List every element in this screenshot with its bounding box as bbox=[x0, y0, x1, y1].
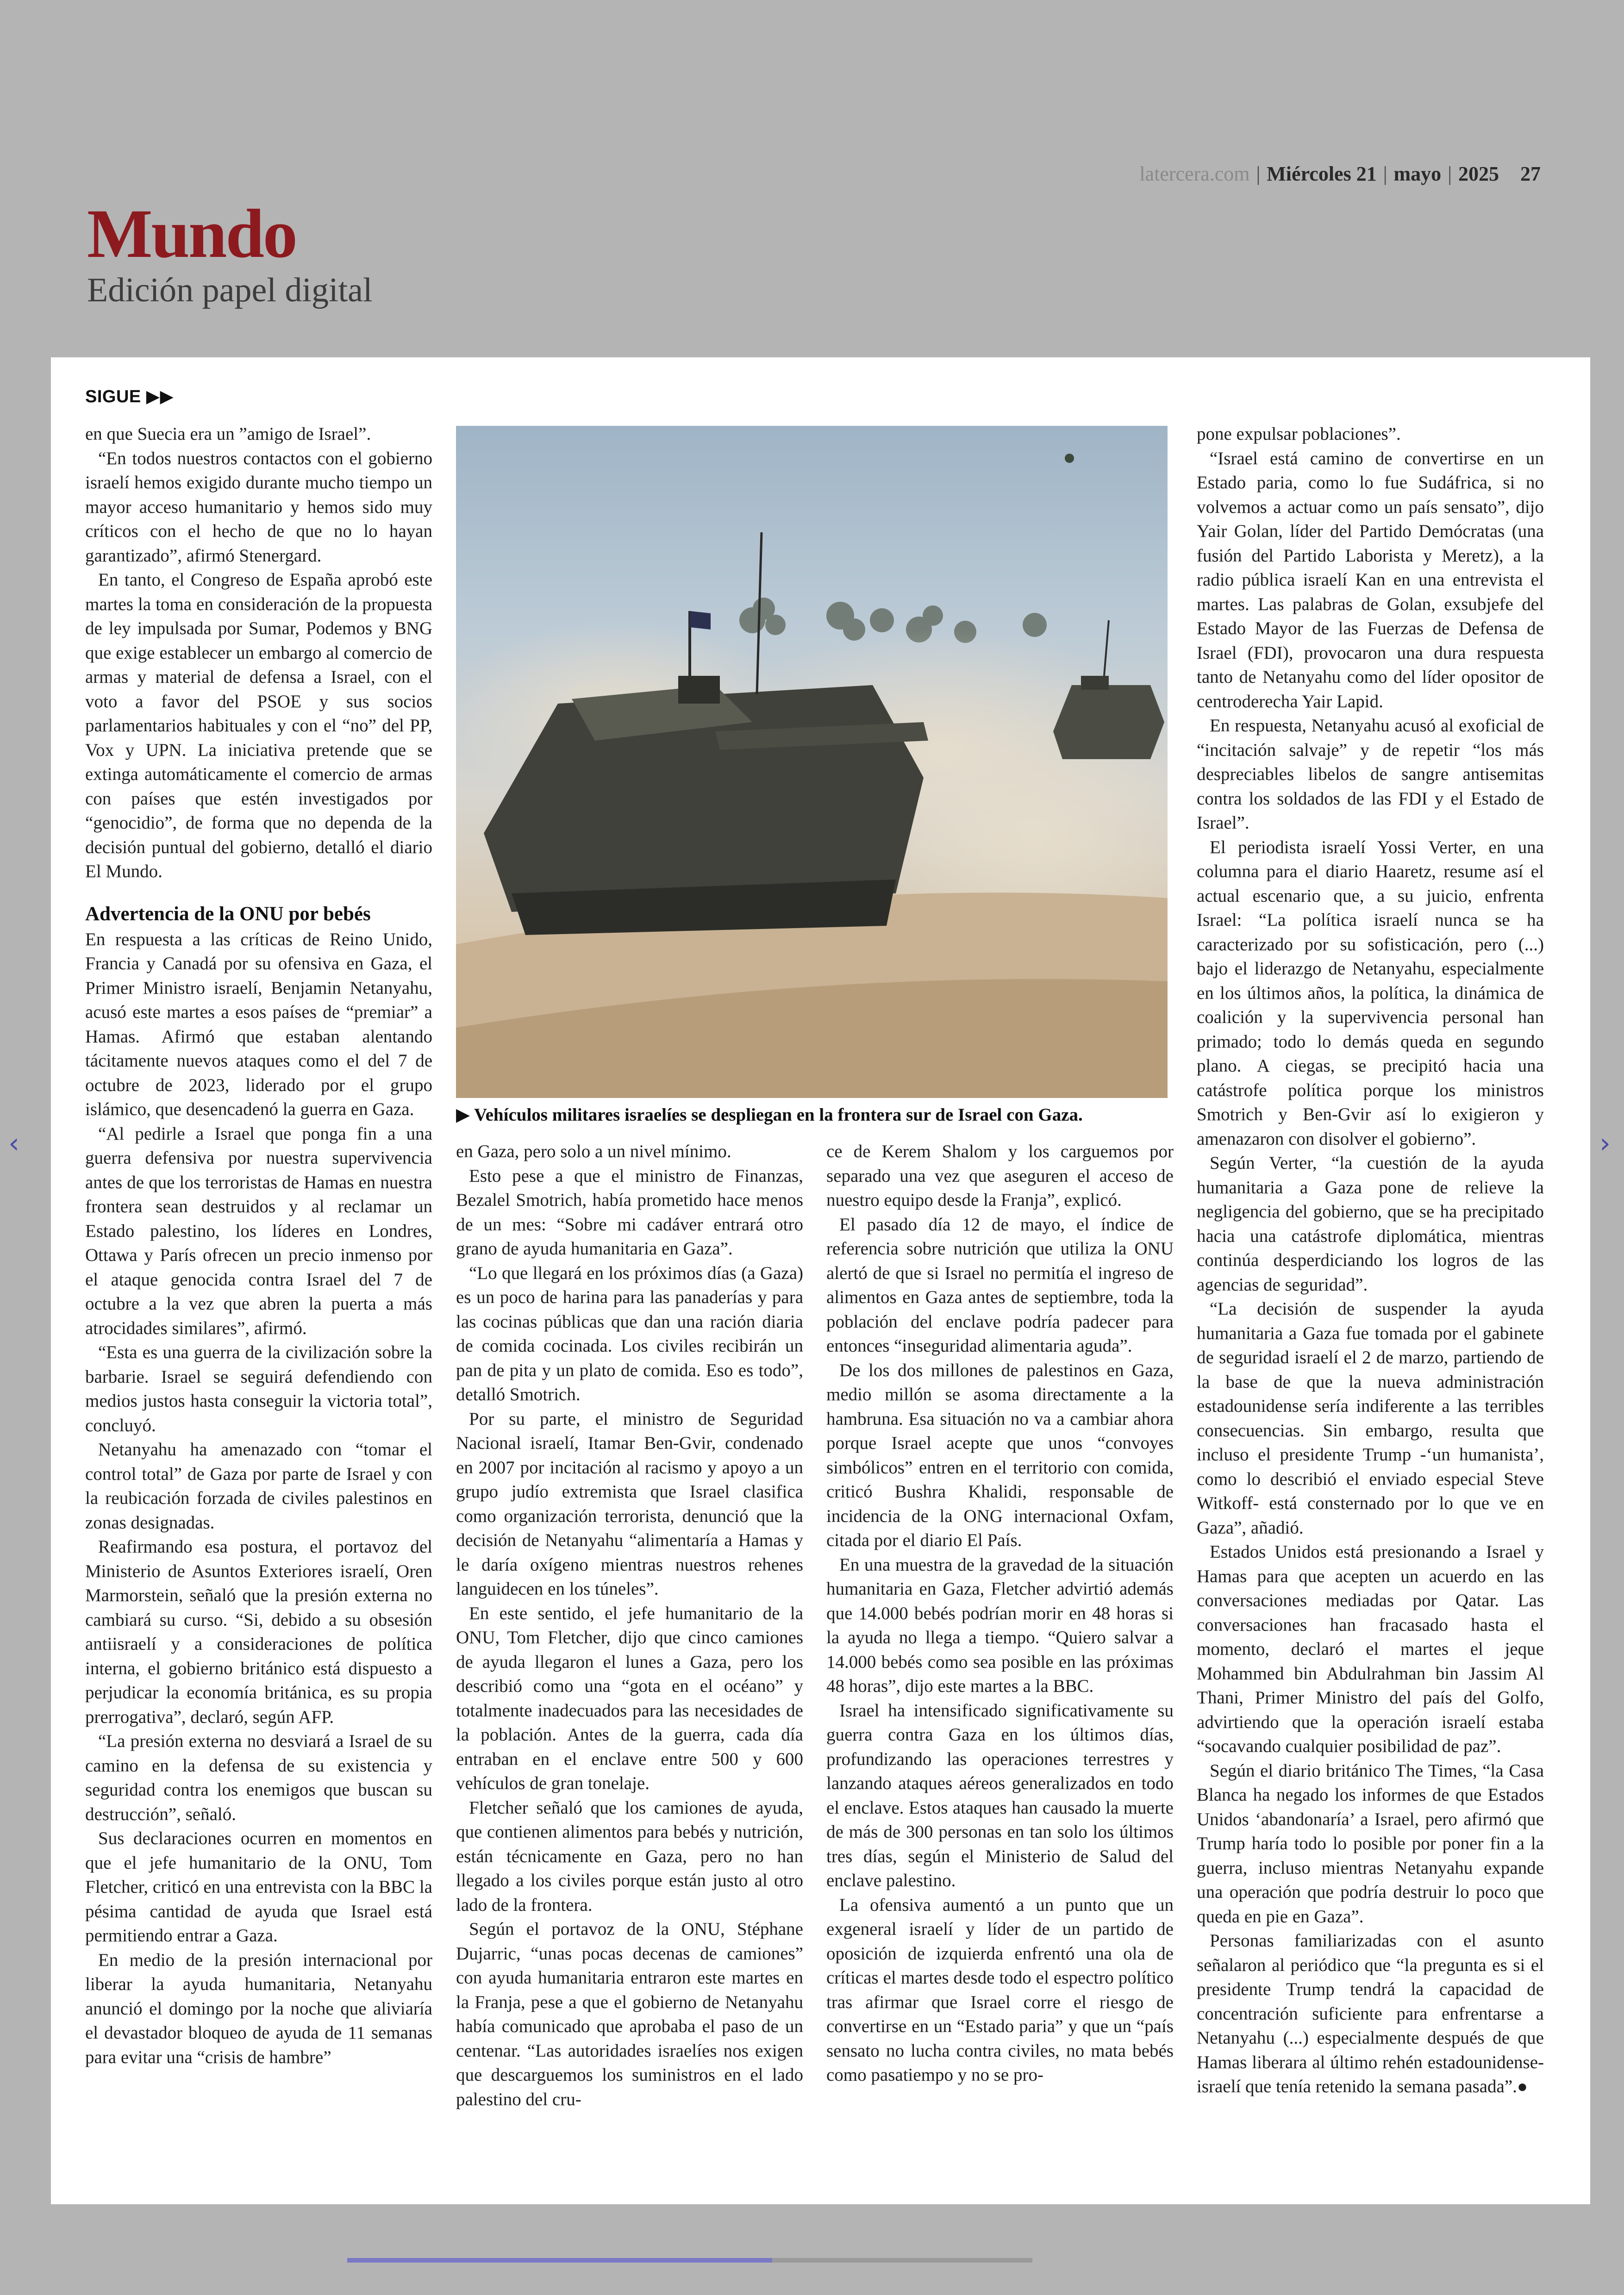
photo-caption: ▶ Vehículos militares israelíes se despliegan en la frontera sur de Israel con Gaza. bbox=[456, 1105, 1083, 1125]
paragraph: En una muestra de la gravedad de la situación humanitaria en Gaza, Fletcher advirtió además que 14.000 bebés podrían morir en 48 horas si la ayuda no llega a tiempo. “Quiero salvar a 14.000 bebés como sea posible en las próximas 48 horas”, dijo este martes a la BBC. bbox=[826, 1554, 1174, 1696]
paragraph: Esto pese a que el ministro de Finanzas, Bezalel Smotrich, había prometido hace menos de un mes: “Sobre mi cadáver entrará otro grano de ayuda humanitaria en Gaza”. bbox=[456, 1166, 803, 1259]
next-page-arrow[interactable]: › bbox=[1599, 1127, 1611, 1160]
paragraph: Reafirmando esa postura, el portavoz del Ministerio de Asuntos Exteriores israelí, Oren Marmorstein, señaló que la presión externa no cambiará su curso. “Si, debido a su obsesión antiisraelí y a consideraciones de política interna, el gobierno británico está dispuesto a perjudicar la economía británica, es su propia prerrogativa”, declaró, según AFP. bbox=[85, 1537, 432, 1727]
paragraph: Por su parte, el ministro de Seguridad Nacional israelí, Itamar Ben-Gvir, condenado en 2007 por incitación al racismo y apoyo a un grupo judío extremista que Israel clasifica como organización terrorista, denunció que la decisión de Netanyahu “alimentaría a Hamas y le daría oxígeno mientras nuestros rehenes languidecen en los túneles”. bbox=[456, 1409, 803, 1599]
date-month: mayo bbox=[1393, 162, 1442, 185]
paragraph: “Israel está camino de convertirse en un Estado paria, como lo fue Sudáfrica, si no volvemos a actuar como un país sensato”, dijo Yair Golan, líder del Partido Demócratas (una fusión del Partido Laborista y Meretz), a la radio pública israelí Kan en una entrevista el martes. Las palabras de Golan, exsubjefe del Estado Mayor de las Fuerzas de Defensa de Israel (FDI), provocaron una dura respuesta tanto de Netanyahu como del líder opositor de centroderecha Yair Lapid. bbox=[1197, 448, 1544, 711]
paragraph: Según Verter, “la cuestión de la ayuda humanitaria a Gaza pone de relieve la negligencia del gobierno, que se ha precipitado hacia una catástrofe diplomática, mientras continúa desperdiciando los logros de las agencias de seguridad”. bbox=[1197, 1153, 1544, 1295]
tank-right bbox=[1053, 620, 1164, 759]
paragraph: Según el portavoz de la ONU, Stéphane Dujarric, “unas pocas decenas de camiones” con ayuda humanitaria entraron este martes en la Franja, pese a que el gobierno de Netanyahu había comunicado que aprobaba el paso de un centenar. “Las autoridades israelíes nos exigen que descarguemos los suministros en el lado palestino del cru- bbox=[456, 1919, 803, 2109]
paragraph: ce de Kerem Shalom y los carguemos por separado una vez que aseguren el acceso de nuestro equipo desde la Franja”, explicó. bbox=[826, 1141, 1174, 1210]
paragraph: En medio de la presión internacional por liberar la ayuda humanitaria, Netanyahu anunció el domingo por la noche que aliviaría el devastador bloqueo de ayuda de 11 semanas para evitar una “crisis de hambre” bbox=[85, 1950, 432, 2067]
paragraph: Personas familiarizadas con el asunto señalaron al periódico que “la pregunta es si el presidente Trump tendrá la capacidad de concentración suficiente para enfrentarse a Netanyahu (...) especialmente después de que Hamas liberara al último rehén estadounidense-israelí que tenía retenido la semana pasada”.● bbox=[1197, 1931, 1544, 2096]
column-4-paragraphs bbox=[1197, 422, 1544, 2099]
paragraph: “Lo que llegará en los próximos días (a Gaza) es un poco de harina para las panaderías y para las cocinas públicas que dan una ración diaria de comida cocinada. Los civiles recibirán un pan de pita y un plato de comida. Eso es todo”, detalló Smotrich. bbox=[456, 1263, 803, 1404]
column-1-after-paragraphs bbox=[85, 928, 432, 2070]
paragraph: De los dos millones de palestinos en Gaza, medio millón se asoma directamente a la hambruna. Esa situación no va a cambiar ahora porque Israel acepte que unos “convoyes simbólicos” entren en el territorio con comida, criticó Bushra Khalidi, responsable de incidencia de la ONG internacional Oxfam, citada por el diario El País. bbox=[826, 1360, 1174, 1550]
page-header bbox=[0, 0, 1624, 356]
paragraph: El pasado día 12 de mayo, el índice de referencia sobre nutrición que utiliza la ONU alertó de que si Israel no permitía el ingreso de alimentos en Gaza antes de septiembre, toda la población del enclave podría padecer para entonces “inseguridad alimentaria aguda”. bbox=[826, 1214, 1174, 1356]
page-number: 27 bbox=[1520, 162, 1541, 185]
column-3-paragraphs bbox=[826, 1140, 1174, 2088]
date-year: 2025 bbox=[1458, 162, 1499, 185]
article-end-mark: ● bbox=[1517, 2077, 1528, 2096]
paragraph: En respuesta a las críticas de Reino Unido, Francia y Canadá por su ofensiva en Gaza, el Primer Ministro israelí, Benjamin Netanyahu, acusó este martes a esos países de “premiar” a Hamas. Afirmó que estaban alentando tácitamente nuevos ataques como el del 7 de octubre de 2023, liderado por el grupo islámico, que desencadenó la guerra en Gaza. bbox=[85, 929, 432, 1119]
paragraph: “En todos nuestros contactos con el gobierno israelí hemos exigido durante mucho tiempo un mayor acceso humanitario y hemos sido muy críticos con el hecho de que no lo hayan garantizado”, afirmó Stenergard. bbox=[85, 448, 432, 566]
paragraph: en que Suecia era un ”amigo de Israel”. bbox=[85, 424, 371, 444]
tank-left bbox=[484, 532, 928, 935]
paragraph: En respuesta, Netanyahu acusó al exoficial de “incitación salvaje” y de repetir “los más despreciables libelos de sangre antisemitas contra los soldados de las FDI y el Estado de Israel”. bbox=[1197, 716, 1544, 833]
paragraph: “Esta es una guerra de la civilización sobre la barbarie. Israel se seguirá defendiendo con medios justos hasta conseguir la victoria total”, concluyó. bbox=[85, 1342, 432, 1435]
paragraph: “La decisión de suspender la ayuda humanitaria a Gaza fue tomada por el gabinete de seguridad israelí el 2 de marzo, partiendo de la base de que la nueva administración estadounidense sería indiferente a las terribles consecuencias. Sin embargo, resulta que incluso el presidente Trump -‘un humanista’, como lo describió el enviado especial Steve Witkoff- está consternado por lo que ve en Gaza”, añadió. bbox=[1197, 1299, 1544, 1538]
paragraph: Israel ha intensificado significativamente su guerra contra Gaza en los últimos días, profundizando las operaciones terrestres y lanzando ataques aéreos generalizados en todo el enclave. Estos ataques han causado la muerte de más de 300 personas en tan solo los últimos tres días, según el Ministerio de Salud del enclave palestino. bbox=[826, 1700, 1174, 1890]
scrollbar-thumb[interactable] bbox=[347, 2258, 772, 2263]
article-column-3 bbox=[826, 1140, 1174, 2112]
article-column-4 bbox=[1197, 422, 1544, 2112]
column-1-paragraphs bbox=[85, 422, 432, 884]
date-day: Miércoles 21 bbox=[1267, 162, 1377, 185]
page-scrollbar[interactable] bbox=[347, 2258, 1032, 2263]
sigue-label: SIGUE ▶▶ bbox=[85, 387, 174, 406]
article-column-1 bbox=[85, 422, 432, 2112]
article-photo bbox=[456, 426, 1168, 1098]
paragraph: Según el diario británico The Times, “la Casa Blanca ha negado los informes de que Estados Unidos ‘abandonaría’ a Israel, pero afirmó que Trump haría todo lo posible por poner fin a la guerra, incluso mientras Netanyahu expande una operación que podría destruir lo poco que queda en pie en Gaza”. bbox=[1197, 1760, 1544, 1927]
paragraph: La ofensiva aumentó a un punto que un exgeneral israelí y líder de un partido de oposición de izquierda enfrentó una ola de críticas el martes desde todo el espectro político tras afirmar que Israel corre el riesgo de convertirse en un “Estado paria” y que un “país sensato no lucha contra civiles, no mata bebés como pasatiempo y no se pro- bbox=[826, 1895, 1174, 2085]
date-line: latercera.com | Miércoles 21 | mayo | 2025 27 bbox=[1139, 162, 1541, 185]
paragraph: Estados Unidos está presionando a Israel y Hamas para que acepten un acuerdo en las conversaciones mediadas por Qatar. Las conversaciones han fracasado hasta el momento, declaró el martes el jeque Mohammed bin Abdulrahman bin Jassim Al Thani, Primer Ministro del país del Golfo, advirtiendo que la operación israelí estaba “socavando cualquier posibilidad de paz”. bbox=[1197, 1542, 1544, 1756]
paragraph: En este sentido, el jefe humanitario de la ONU, Tom Fletcher, dijo que cinco camiones de ayuda llegaron el lunes a Gaza, pero los describió como una “gota en el océano” y totalmente inadecuados para las necesidades de la población. Antes de la guerra, cada día entraban en el enclave entre 500 y 600 vehículos de gran tonelaje. bbox=[456, 1603, 803, 1793]
paragraph: Fletcher señaló que los camiones de ayuda, que contienen alimentos para bebés y nutrición, están técnicamente en Gaza, pero no han llegado a los civiles porque están justo al otro lado de la frontera. bbox=[456, 1797, 803, 1915]
edition-subtitle: Edición papel digital bbox=[87, 271, 373, 309]
paragraph: “Al pedirle a Israel que ponga fin a una guerra defensiva por nuestra supervivencia antes de que los terroristas de Hamas en nuestra frontera sean destruidos y al reclamar un Estado palestino, los líderes en Londres, Ottawa y París ofrecen un precio inmenso por el ataque genocida contra Israel del 7 de octubre a la vez que abren la puerta a más atrocidades similares”, afirmó. bbox=[85, 1123, 432, 1338]
prev-page-arrow[interactable]: ‹ bbox=[8, 1127, 19, 1160]
site-name: latercera.com bbox=[1139, 162, 1250, 185]
subheading: Advertencia de la ONU por bebés bbox=[85, 903, 371, 925]
paragraph: “La presión externa no desviará a Israel de su camino en la defensa de su existencia y seguridad contra los enemigos que buscan su destrucción”, señaló. bbox=[85, 1731, 432, 1824]
paragraph: Netanyahu ha amenazado con “tomar el control total” de Gaza por parte de Israel y con la reubicación forzada de civiles palestinos en zonas designadas. bbox=[85, 1440, 432, 1533]
section-title: Mundo bbox=[87, 195, 296, 272]
paragraph: En tanto, el Congreso de España aprobó este martes la toma en consideración de la propuesta de ley impulsada por Sumar, Podemos y BNG que exige establecer un embargo al comercio de armas y material de defensa a Israel, con el voto a favor del PSOE y sus socios parlamentarios habituales y con el “no” del PP, Vox y UPN. La iniciativa pretende que se extinga automáticamente el comercio de armas con países que estén investigados por “genocidio”, de forma que no dependa de la decisión puntual del gobierno, detalló el diario El Mundo. bbox=[85, 570, 432, 881]
tank-photo-illustration bbox=[456, 426, 1168, 1098]
paragraph: pone expulsar poblaciones”. bbox=[1197, 424, 1401, 444]
paragraph: en Gaza, pero solo a un nivel mínimo. bbox=[456, 1141, 731, 1161]
paragraph: Sus declaraciones ocurren en momentos en que el jefe humanitario de la ONU, Tom Fletcher, criticó en una entrevista con la BBC la pésima cantidad de ayuda que Israel está permitiendo entrar a Gaza. bbox=[85, 1828, 432, 1946]
column-2-paragraphs bbox=[456, 1140, 803, 2112]
newspaper-page bbox=[51, 357, 1590, 2204]
paragraph: El periodista israelí Yossi Verter, en una columna para el diario Haaretz, resume así el actual escenario que, a su juicio, enfrenta Israel: “La política israelí nunca se ha caracterizado por su sofisticación, pero (...) bajo el liderazgo de Netanyahu, especialmente en los últimos años, la política, la dinámica de coalición y la supervivencia personal han primado; todo lo demás queda en segundo plano. A ciegas, se precipitó hacia una catástrofe política porque los ministros Smotrich y Ben-Gvir así lo exigieron y amenazaron con disolver el gobierno”. bbox=[1197, 837, 1544, 1149]
article-column-2 bbox=[456, 1140, 803, 2112]
